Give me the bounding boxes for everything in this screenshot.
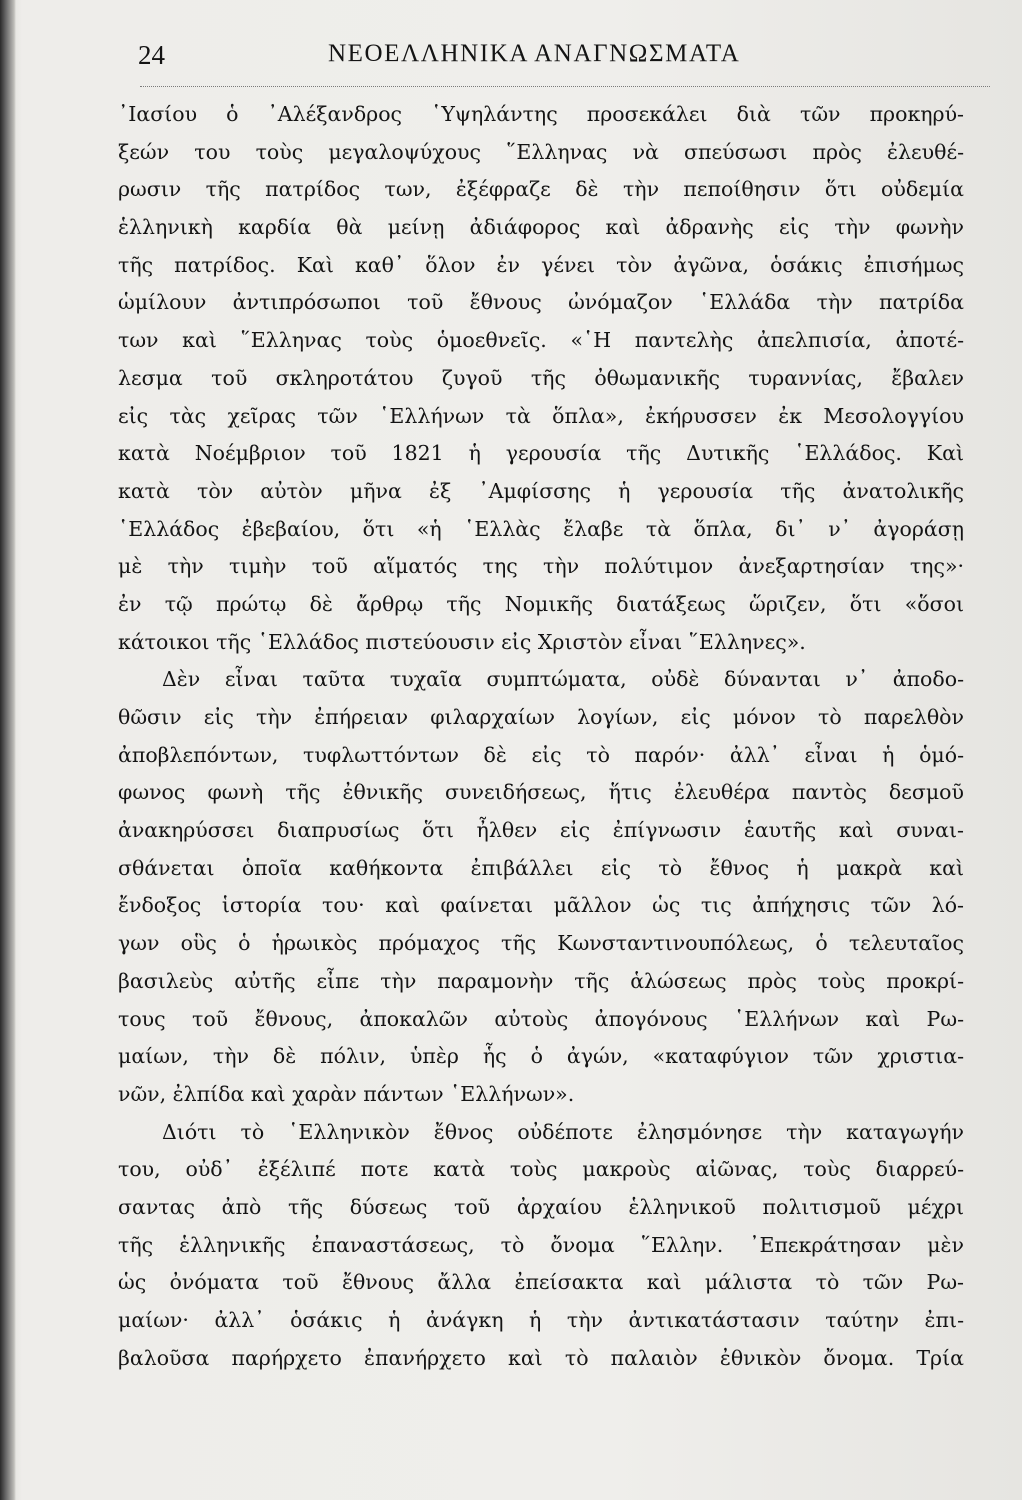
text-line: Δὲν εἶναι ταῦτα τυχαῖα συμπτώματα, οὐδὲ δύνανται ν᾿ ἀποδο- xyxy=(162,667,964,692)
paragraph xyxy=(118,661,964,1113)
text-line: κατὰ τὸν αὐτὸν μῆνα ἐξ ᾿Αμφίσσης ἡ γερουσία τῆς ἀνατολικῆς xyxy=(118,478,964,503)
text-line: ὡμίλουν ἀντιπρόσωποι τοῦ ἔθνους ὠνόμαζον ῾Ελλάδα τὴν πατρίδα xyxy=(118,290,964,315)
body-text xyxy=(118,96,964,1377)
text-line: εἰς τὰς χεῖρας τῶν ῾Ελλήνων τὰ ὅπλα», ἐκήρυσσεν ἐκ Μεσολογγίου xyxy=(118,403,964,428)
text-line: ἀνακηρύσσει διαπρυσίως ὅτι ἦλθεν εἰς ἐπίγνωσιν ἑαυτῆς καὶ συναι- xyxy=(118,818,964,843)
text-line: ῾Ελλάδος ἐβεβαίου, ὅτι «ἡ ῾Ελλὰς ἔλαβε τὰ ὅπλα, δι᾿ ν᾿ ἀγοράσῃ xyxy=(118,516,964,541)
header-rule xyxy=(140,86,990,87)
text-line: του, οὐδ᾿ ἐξέλιπέ ποτε κατὰ τοὺς μακροὺς αἰῶνας, τοὺς διαρρεύ- xyxy=(118,1157,964,1182)
paragraph xyxy=(118,96,964,661)
text-line: ἀποβλεπόντων, τυφλωττόντων δὲ εἰς τὸ παρόν· ἀλλ᾿ εἶναι ἡ ὁμό- xyxy=(118,742,964,767)
text-line: Διότι τὸ ῾Ελληνικὸν ἔθνος οὐδέποτε ἐλησμόνησε τὴν καταγωγήν xyxy=(162,1119,964,1144)
text-line: σαντας ἀπὸ τῆς δύσεως τοῦ ἀρχαίου ἑλληνικοῦ πολιτισμοῦ μέχρι xyxy=(118,1194,964,1219)
text-line: τῆς ἑλληνικῆς ἐπαναστάσεως, τὸ ὄνομα ῞Ελλην. ᾿Επεκράτησαν μὲν xyxy=(118,1232,964,1257)
text-line: ξεών του τοὺς μεγαλοψύχους ῞Ελληνας νὰ σπεύσωσι πρὸς ἐλευθέ- xyxy=(118,139,964,164)
text-line: τους τοῦ ἔθνους, ἀποκαλῶν αὐτοὺς ἀπογόνους ῾Ελλήνων καὶ Ρω- xyxy=(118,1006,964,1031)
text-line: λεσμα τοῦ σκληροτάτου ζυγοῦ τῆς ὀθωμανικῆς τυραννίας, ἔβαλεν xyxy=(118,365,964,390)
text-line: κατὰ Νοέμβριον τοῦ 1821 ἡ γερουσία τῆς Δυτικῆς ῾Ελλάδος. Καὶ xyxy=(118,441,964,466)
paragraph xyxy=(118,1114,964,1378)
text-line: νῶν, ἐλπίδα καὶ χαρὰν πάντων ῾Ελλήνων». xyxy=(118,1081,575,1106)
text-line: βαλοῦσα παρήρχετο ἐπανήρχετο καὶ τὸ παλαιὸν ἐθνικὸν ὄνομα. Τρία xyxy=(118,1345,964,1370)
text-line: ἔνδοξος ἱστορία του· καὶ φαίνεται μᾶλλον ὡς τις ἀπήχησις τῶν λό- xyxy=(118,893,964,918)
running-title: ΝΕΟΕΛΛΗΝΙΚΑ ΑΝΑΓΝΩΣΜΑΤΑ xyxy=(328,40,741,67)
page-header xyxy=(138,40,988,80)
page-spine-shadow xyxy=(0,0,16,1500)
text-line: σθάνεται ὁποῖα καθήκοντα ἐπιβάλλει εἰς τὸ ἔθνος ἡ μακρὰ καὶ xyxy=(118,855,964,880)
text-line: μαίων, τὴν δὲ πόλιν, ὑπὲρ ἧς ὁ ἀγών, «καταφύγιον τῶν χριστια- xyxy=(118,1044,964,1069)
text-line: θῶσιν εἰς τὴν ἐπήρειαν φιλαρχαίων λογίων, εἰς μόνον τὸ παρελθὸν xyxy=(118,705,964,729)
text-line: ἐν τῷ πρώτῳ δὲ ἄρθρῳ τῆς Νομικῆς διατάξεως ὥριζεν, ὅτι «ὅσοι xyxy=(118,591,964,616)
page-number: 24 xyxy=(138,40,165,70)
text-line: των καὶ ῞Ελληνας τοὺς ὁμοεθνεῖς. «῾Η παντελὴς ἀπελπισία, ἀποτέ- xyxy=(118,328,964,353)
text-line: μαίων· ἀλλ᾿ ὁσάκις ἡ ἀνάγκη ἡ τὴν ἀντικατάστασιν ταύτην ἐπι- xyxy=(118,1308,964,1332)
text-line: τῆς πατρίδος. Καὶ καθ᾿ ὅλον ἐν γένει τὸν ἀγῶνα, ὁσάκις ἐπισήμως xyxy=(118,252,964,277)
text-line: ρωσιν τῆς πατρίδος των, ἐξέφραζε δὲ τὴν πεποίθησιν ὅτι οὐδεμία xyxy=(118,177,964,202)
text-line: ὡς ὀνόματα τοῦ ἔθνους ἄλλα ἐπείσακτα καὶ μάλιστα τὸ τῶν Ρω- xyxy=(118,1270,964,1295)
text-line: γων οὓς ὁ ἡρωικὸς πρόμαχος τῆς Κωνσταντινουπόλεως, ὁ τελευταῖος xyxy=(118,931,964,956)
text-line: μὲ τὴν τιμὴν τοῦ αἵματός της τὴν πολύτιμον ἀνεξαρτησίαν της»· xyxy=(118,554,964,579)
text-line: φωνος φωνὴ τῆς ἐθνικῆς συνειδήσεως, ἥτις ἐλευθέρα παντὸς δεσμοῦ xyxy=(118,780,964,805)
text-line: κάτοικοι τῆς ῾Ελλάδος πιστεύουσιν εἰς Χριστὸν εἶναι ῞Ελληνες». xyxy=(118,629,806,654)
text-line: ἑλληνικὴ καρδία θὰ μείνῃ ἀδιάφορος καὶ ἀδρανὴς εἰς τὴν φωνὴν xyxy=(118,215,964,240)
text-line: βασιλεὺς αὐτῆς εἶπε τὴν παραμονὴν τῆς ἁλώσεως πρὸς τοὺς προκρί- xyxy=(118,968,964,993)
text-line: ᾿Ιασίου ὁ ᾿Αλέξανδρος ῾Υψηλάντης προσεκάλει διὰ τῶν προκηρύ- xyxy=(118,102,964,126)
